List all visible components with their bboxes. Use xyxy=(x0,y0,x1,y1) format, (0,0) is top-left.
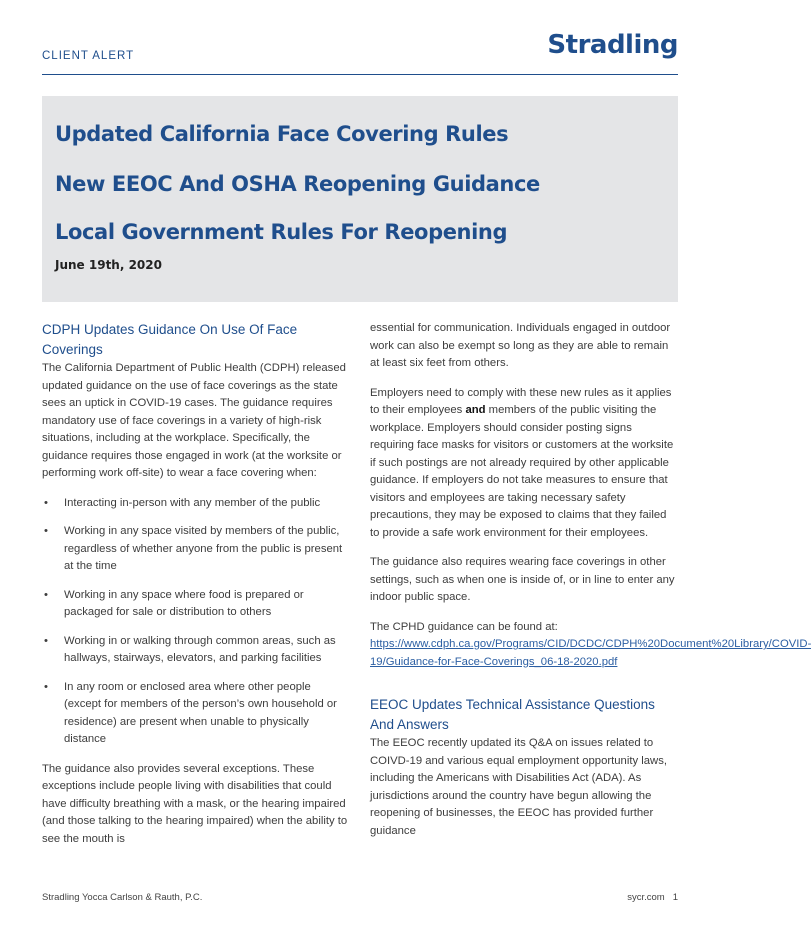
bullet-icon: • xyxy=(44,680,48,693)
list-item xyxy=(42,587,348,622)
employers-text-start: Employers need to comply with these new rules as it applies to their employees xyxy=(370,386,672,416)
list-item xyxy=(42,633,348,668)
continuation-paragraph: essential for communication. Individuals engaged in outdoor work can also be exempt so long as they are able to remain at least six feet from others. xyxy=(370,322,671,369)
exceptions-paragraph: The guidance also provides several exceptions. These exceptions include people living with disabilities that could have difficulty breathing with a mask, or the hearing impaired (and those talking to the hearing impaired) when the ability to see the mouth is xyxy=(42,762,348,845)
section-heading-cdph: CDPH Updates Guidance On Use Of Face Coverings xyxy=(42,322,298,357)
bullet-icon: • xyxy=(44,525,48,537)
link-intro: The CPHD guidance can be found at: xyxy=(370,620,558,633)
bullet-icon: • xyxy=(44,496,48,509)
footer-firm-name: Stradling Yocca Carlson & Rauth, P.C. xyxy=(42,892,203,903)
list-item xyxy=(42,523,348,576)
footer-right xyxy=(627,892,678,903)
footer-site-link[interactable]: sycr.com xyxy=(627,892,665,903)
title-line-2: New EEOC And OSHA Reopening Guidance xyxy=(55,172,540,196)
title-box xyxy=(42,96,678,302)
page-number: 1 xyxy=(672,892,678,903)
header-label: CLIENT ALERT xyxy=(42,50,135,62)
header-divider xyxy=(42,74,678,75)
bullet-icon: • xyxy=(44,634,48,647)
face-covering-bullet-list xyxy=(42,495,348,749)
cdph-intro-paragraph: The California Department of Public Health (CDPH) released updated guidance on the use of face coverings as the state sees an uptick in COVID-19 cases. The guidance requires mandatory use of face coverings in a variety of high-risk situations, including at the workplace. Specifically, the guidance requires those engaged in work (at the worksite or performing work off-site) to wear a face covering when: xyxy=(42,362,346,479)
list-item xyxy=(42,495,348,513)
left-column xyxy=(42,320,348,848)
employers-paragraph xyxy=(370,385,678,543)
list-item-text: Working in or walking through common areas, such as hallways, stairways, elevators, and parking facilities xyxy=(64,634,336,664)
alert-date: June 19th, 2020 xyxy=(55,258,162,272)
section-heading-eeoc: EEOC Updates Technical Assistance Questions And Answers xyxy=(370,697,655,732)
bullet-icon: • xyxy=(44,588,48,601)
title-line-1: Updated California Face Covering Rules xyxy=(55,122,509,146)
guidance-link-paragraph xyxy=(370,619,811,672)
cdph-guidance-link[interactable]: https://www.cdph.ca.gov/Programs/CID/DCDC/CDPH%20Document%20Library/COVID-19/Guidance-for-Face-Coverings_06-18-2020.pdf xyxy=(370,638,811,668)
list-item-text: In any room or enclosed area where other people (except for members of the person’s own household or residence) are present when unable to physically distance xyxy=(64,680,337,745)
employers-text-end: members of the public visiting the workplace. Employers should consider posting signs requiring face masks for visitors or customers at the worksite if such postings are not already required by other applicable guidance. If employers do not take measures to ensure that visitors and employees are taking necessary safety precautions, they may be exposed to claims that they failed to provide a safe work environment for their employees. xyxy=(370,404,674,539)
stradling-logo: Stradling xyxy=(547,30,678,60)
title-line-3: Local Government Rules For Reopening xyxy=(55,220,508,244)
right-column xyxy=(370,320,811,840)
list-item xyxy=(42,679,348,749)
list-item-text: Interacting in-person with any member of the public xyxy=(64,496,321,509)
employers-emphasis: and xyxy=(465,404,486,416)
list-item-text: Working in any space visited by members of the public, regardless of whether anyone from the public is present at the time xyxy=(64,525,343,572)
settings-paragraph: The guidance also requires wearing face coverings in other settings, such as when one is inside of, or in line to enter any indoor public space. xyxy=(370,556,675,603)
list-item-text: Working in any space where food is prepared or packaged for sale or distribution to others xyxy=(64,588,304,618)
eeoc-paragraph: The EEOC recently updated its Q&A on issues related to COIVD-19 and various equal employment opportunity laws, including the Americans with Disabilities Act (ADA). As jurisdictions around the country have begun allowing the reopening of businesses, the EEOC has provided further guidance xyxy=(370,737,668,837)
